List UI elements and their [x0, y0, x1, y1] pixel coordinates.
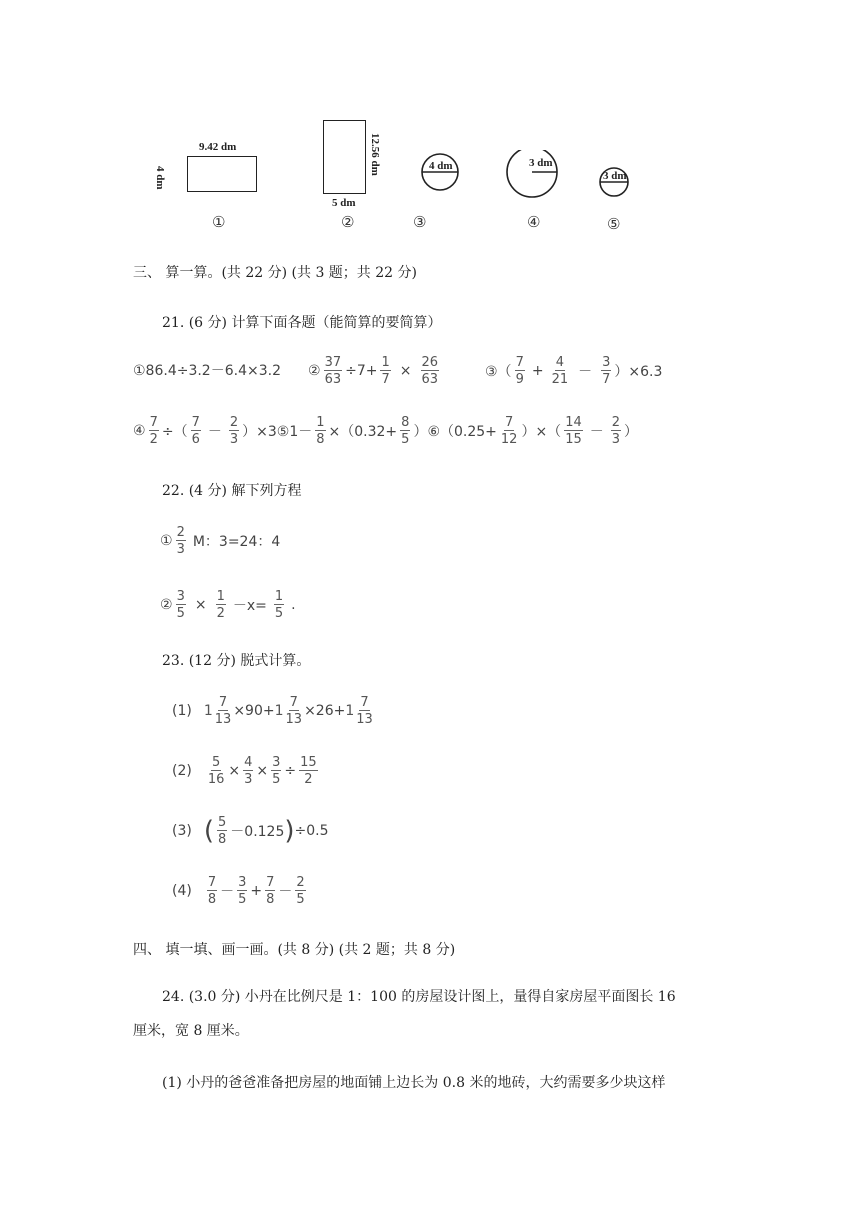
operator: ÷	[284, 763, 297, 779]
fraction: $\frac{4}{21}$	[551, 355, 569, 387]
fraction: 7 9	[515, 355, 524, 387]
operator: ×	[256, 763, 269, 779]
fraction: 7 6	[191, 415, 200, 447]
fraction: $\frac{7}{12}$	[500, 415, 518, 447]
eq-1-rest: M：3=24：4	[192, 534, 281, 550]
rectangle-1	[187, 156, 257, 192]
fraction: $\frac{8}{5}$	[401, 415, 410, 447]
fraction: 2 3	[229, 415, 239, 447]
eq-1-number: ①	[160, 533, 173, 549]
operator: ×	[399, 363, 412, 379]
operator: ÷（	[161, 424, 188, 440]
fraction: 14 15	[565, 415, 582, 447]
q23-expr-3	[172, 816, 329, 846]
q22-eq-2	[160, 590, 296, 620]
operator: ×26+	[304, 703, 346, 719]
q21-line-1	[133, 356, 833, 396]
operator: －x=	[232, 598, 267, 614]
operator: －	[578, 364, 593, 380]
q24-sub-1: (1) 小丹的爸爸准备把房屋的地面铺上边长为 0.8 米的地砖，大约需要多少块这样	[162, 1075, 666, 1091]
fraction: 3 5	[238, 875, 247, 907]
fraction: $\frac{3}{5}$	[176, 589, 185, 621]
mixed-number: 1 7 13	[203, 695, 232, 727]
operator: ÷0.5	[294, 823, 329, 839]
rectangle-2	[323, 120, 366, 194]
operator: ）×6.3	[614, 364, 663, 380]
operator: －	[220, 884, 235, 900]
fraction: $\frac{7}{8}$	[266, 875, 275, 907]
figure-number-5: ⑤	[607, 215, 621, 233]
circle4-label: 3 dm	[529, 157, 553, 169]
expr-label: (3)	[172, 823, 192, 839]
q23-expr-2	[172, 756, 321, 786]
operator: ÷7+	[345, 363, 378, 379]
fraction: $\frac{15}{2}$	[300, 755, 317, 787]
operator: －	[278, 884, 293, 900]
operator: ×（0.32+	[328, 424, 398, 440]
fraction: $\frac{1}{5}$	[274, 589, 284, 621]
operator: －	[589, 424, 604, 440]
operator: ）×（	[521, 424, 562, 440]
paren-open: (	[203, 816, 214, 846]
fraction: 2 3	[611, 415, 621, 447]
figure-number-2: ②	[341, 213, 355, 231]
operator: －0.125	[230, 824, 285, 840]
section-3-title: 三、 算一算。(共 22 分) (共 3 题；共 22 分)	[133, 265, 417, 281]
fraction: $\frac{37}{63}$	[324, 355, 342, 387]
q21-heading: 21. (6 分) 计算下面各题（能简算的要简算）	[162, 315, 442, 331]
fraction: $\frac{26}{63}$	[421, 355, 439, 387]
operator: －	[207, 424, 222, 440]
q23-expr-1	[172, 696, 375, 726]
fraction: 5 8	[218, 815, 227, 847]
operator: ）×3⑤1－	[242, 424, 313, 440]
expr-label: (4)	[172, 883, 192, 899]
operator: ×	[194, 597, 207, 613]
q22-heading: 22. (4 分) 解下列方程	[162, 483, 302, 499]
fraction: $\frac{5}{16}$	[207, 755, 225, 787]
operator: +	[531, 363, 544, 379]
expr-2-number: ②	[308, 363, 321, 379]
mixed-number: 1 7 13	[274, 695, 303, 727]
section-4-title: 四、 填一填、画一画。(共 8 分) (共 2 题；共 8 分)	[133, 942, 456, 958]
figure-number-4: ④	[527, 213, 541, 231]
q21-expr-2	[308, 356, 442, 386]
rect2-side-label: 12.56 dm	[369, 133, 381, 176]
q24-line-2: 厘米，宽 8 厘米。	[133, 1023, 249, 1039]
fraction: $\frac{1}{8}$	[316, 415, 325, 447]
circle3-label: 4 dm	[429, 160, 453, 172]
fraction: 7 8	[207, 875, 217, 907]
fraction: $\frac{1}{2}$	[216, 589, 225, 621]
operator: ）⑥（0.25+	[413, 424, 497, 440]
rect2-bottom-label: 5 dm	[332, 197, 356, 209]
paren-close: )	[284, 816, 295, 846]
fraction: $\frac{4}{3}$	[244, 755, 253, 787]
expr-4-number: ④	[133, 423, 146, 439]
expr-label: (2)	[172, 763, 192, 779]
fraction: $\frac{1}{7}$	[381, 355, 390, 387]
eq-2-number: ②	[160, 597, 173, 613]
rect1-top-label: 9.42 dm	[199, 141, 237, 153]
expr-label: (1)	[172, 703, 192, 719]
q23-expr-4	[172, 876, 309, 906]
operator: ）	[624, 424, 639, 440]
operator: ×	[228, 763, 241, 779]
fraction: $\frac{7}{2}$	[149, 415, 158, 447]
rect1-side-label: 4 dm	[154, 166, 166, 190]
operator: +	[250, 883, 263, 899]
q24-line-1: 24. (3.0 分) 小丹在比例尺是 1：100 的房屋设计图上，量得自家房屋平面图长 16	[162, 989, 676, 1005]
operator: .	[291, 597, 296, 613]
q21-expr-3	[485, 356, 662, 386]
mixed-number: 1 7 13	[345, 695, 373, 727]
fraction: $\frac{3}{5}$	[272, 755, 281, 787]
figure-number-1: ①	[212, 213, 226, 231]
q21-expr-1: ①86.4÷3.2－6.4×3.2	[133, 363, 281, 379]
operator: ×90+	[233, 703, 275, 719]
q22-eq-1	[160, 526, 280, 556]
fraction: 2 3	[176, 525, 185, 557]
figure-number-3: ③	[413, 213, 427, 231]
q23-heading: 23. (12 分) 脱式计算。	[162, 653, 311, 669]
q21-line-2	[133, 416, 638, 446]
fraction: 2 5	[296, 875, 305, 907]
expr-3-number: ③（	[485, 364, 512, 380]
circle5-label: 3 dm	[603, 170, 627, 182]
fraction: 3 7	[602, 355, 611, 387]
